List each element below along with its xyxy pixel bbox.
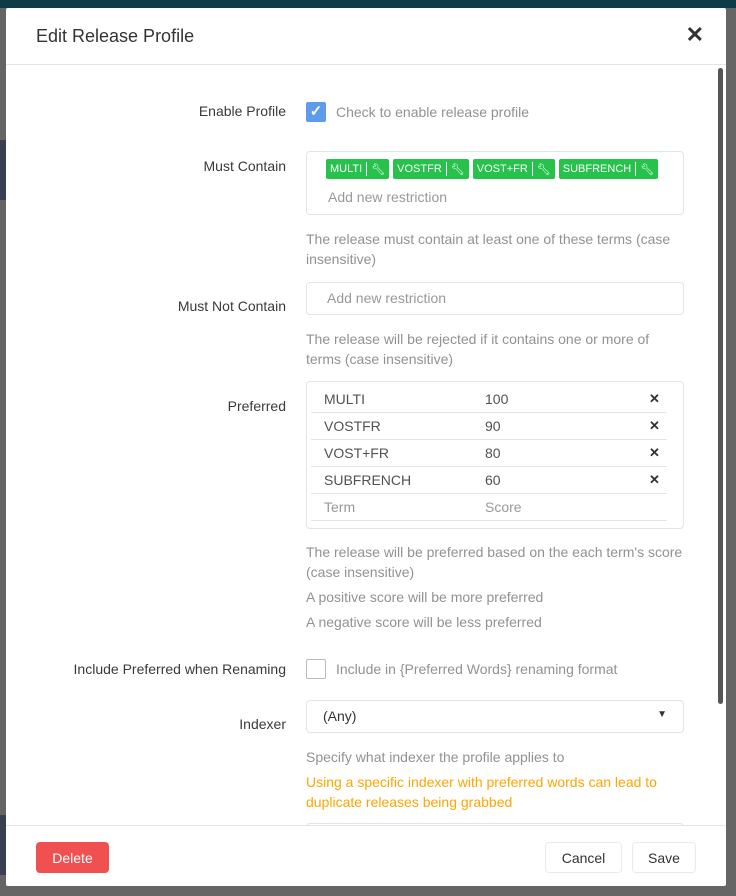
enable-profile-checkbox[interactable]: ✓ bbox=[306, 102, 326, 122]
wrench-icon[interactable]: 🔧︎ bbox=[640, 163, 655, 176]
modal-body bbox=[6, 65, 726, 825]
preferred-help-negative: A negative score will be less preferred bbox=[306, 614, 542, 630]
modal-title: Edit Release Profile bbox=[36, 26, 195, 46]
preferred-help-positive: A positive score will be more preferred bbox=[306, 589, 544, 605]
must-contain-help: The release must contain at least one of these terms (case insensitive) bbox=[306, 231, 671, 267]
remove-icon[interactable]: ✕ bbox=[649, 472, 660, 487]
must-contain-input[interactable] bbox=[306, 151, 684, 215]
include-preferred-help: Include in {Preferred Words} renaming format bbox=[336, 661, 618, 677]
include-preferred-label: Include Preferred when Renaming bbox=[73, 661, 286, 677]
tag-multi[interactable] bbox=[326, 159, 389, 179]
indexer-value: (Any) bbox=[323, 708, 357, 724]
tag-vostfr[interactable] bbox=[393, 159, 469, 179]
preferred-row bbox=[311, 413, 667, 440]
score-input[interactable]: Score bbox=[485, 499, 522, 515]
tag-label: MULTI bbox=[330, 163, 363, 175]
remove-icon[interactable]: ✕ bbox=[649, 391, 660, 406]
must-not-contain-input[interactable] bbox=[306, 282, 684, 315]
remove-icon[interactable]: ✕ bbox=[649, 445, 660, 460]
preferred-row bbox=[311, 467, 667, 494]
indexer-select[interactable] bbox=[306, 700, 684, 733]
include-preferred-checkbox[interactable] bbox=[306, 659, 326, 679]
caret-down-icon: ▼ bbox=[657, 709, 667, 720]
must-not-contain-help: The release will be rejected if it contains one or more of terms (case insensitive) bbox=[306, 331, 650, 367]
must-contain-label: Must Contain bbox=[203, 158, 286, 174]
edit-release-profile-modal bbox=[6, 8, 726, 886]
new-preferred-row bbox=[311, 494, 667, 521]
tag-vost-fr[interactable] bbox=[473, 159, 555, 179]
preferred-label: Preferred bbox=[227, 398, 286, 414]
tag-subfrench[interactable] bbox=[559, 159, 658, 179]
term[interactable]: MULTI bbox=[324, 391, 365, 407]
cancel-button[interactable]: Cancel bbox=[545, 842, 622, 873]
term[interactable]: SUBFRENCH bbox=[324, 472, 412, 488]
modal-footer bbox=[6, 825, 726, 866]
term[interactable]: VOSTFR bbox=[324, 418, 381, 434]
preferred-help: The release will be preferred based on the each term's score (case insensitive) bbox=[306, 544, 683, 580]
score[interactable]: 90 bbox=[485, 418, 501, 434]
modal-header bbox=[6, 8, 726, 65]
tag-label: VOST+FR bbox=[476, 163, 528, 175]
must-not-contain-placeholder: Add new restriction bbox=[327, 290, 447, 306]
close-icon[interactable]: ✕ bbox=[685, 22, 704, 47]
tag-label: VOSTFR bbox=[397, 163, 442, 175]
wrench-icon[interactable]: 🔧︎ bbox=[371, 163, 386, 176]
save-button[interactable]: Save bbox=[632, 842, 696, 873]
app-header bbox=[0, 0, 736, 8]
indexer-warning: Using a specific indexer with preferred words can lead to duplicate releases being grabbed bbox=[306, 774, 657, 810]
score[interactable]: 60 bbox=[485, 472, 501, 488]
preferred-row bbox=[311, 440, 667, 467]
enable-profile-label: Enable Profile bbox=[198, 103, 286, 119]
score[interactable]: 100 bbox=[485, 391, 509, 407]
preferred-table bbox=[306, 381, 684, 529]
indexer-label: Indexer bbox=[239, 716, 286, 732]
wrench-icon[interactable]: 🔧︎ bbox=[536, 163, 551, 176]
scrollbar[interactable] bbox=[718, 68, 723, 704]
delete-button[interactable]: Delete bbox=[36, 842, 109, 873]
score[interactable]: 80 bbox=[485, 445, 501, 461]
term-input[interactable]: Term bbox=[324, 499, 356, 515]
must-not-contain-label: Must Not Contain bbox=[177, 298, 286, 314]
remove-icon[interactable]: ✕ bbox=[649, 418, 660, 433]
wrench-icon[interactable]: 🔧︎ bbox=[450, 163, 465, 176]
enable-profile-help: Check to enable release profile bbox=[336, 104, 530, 120]
must-contain-placeholder: Add new restriction bbox=[328, 189, 448, 205]
indexer-help: Specify what indexer the profile applies to bbox=[306, 749, 565, 765]
tag-label: SUBFRENCH bbox=[562, 163, 632, 175]
preferred-row bbox=[311, 386, 667, 413]
term[interactable]: VOST+FR bbox=[324, 445, 389, 461]
